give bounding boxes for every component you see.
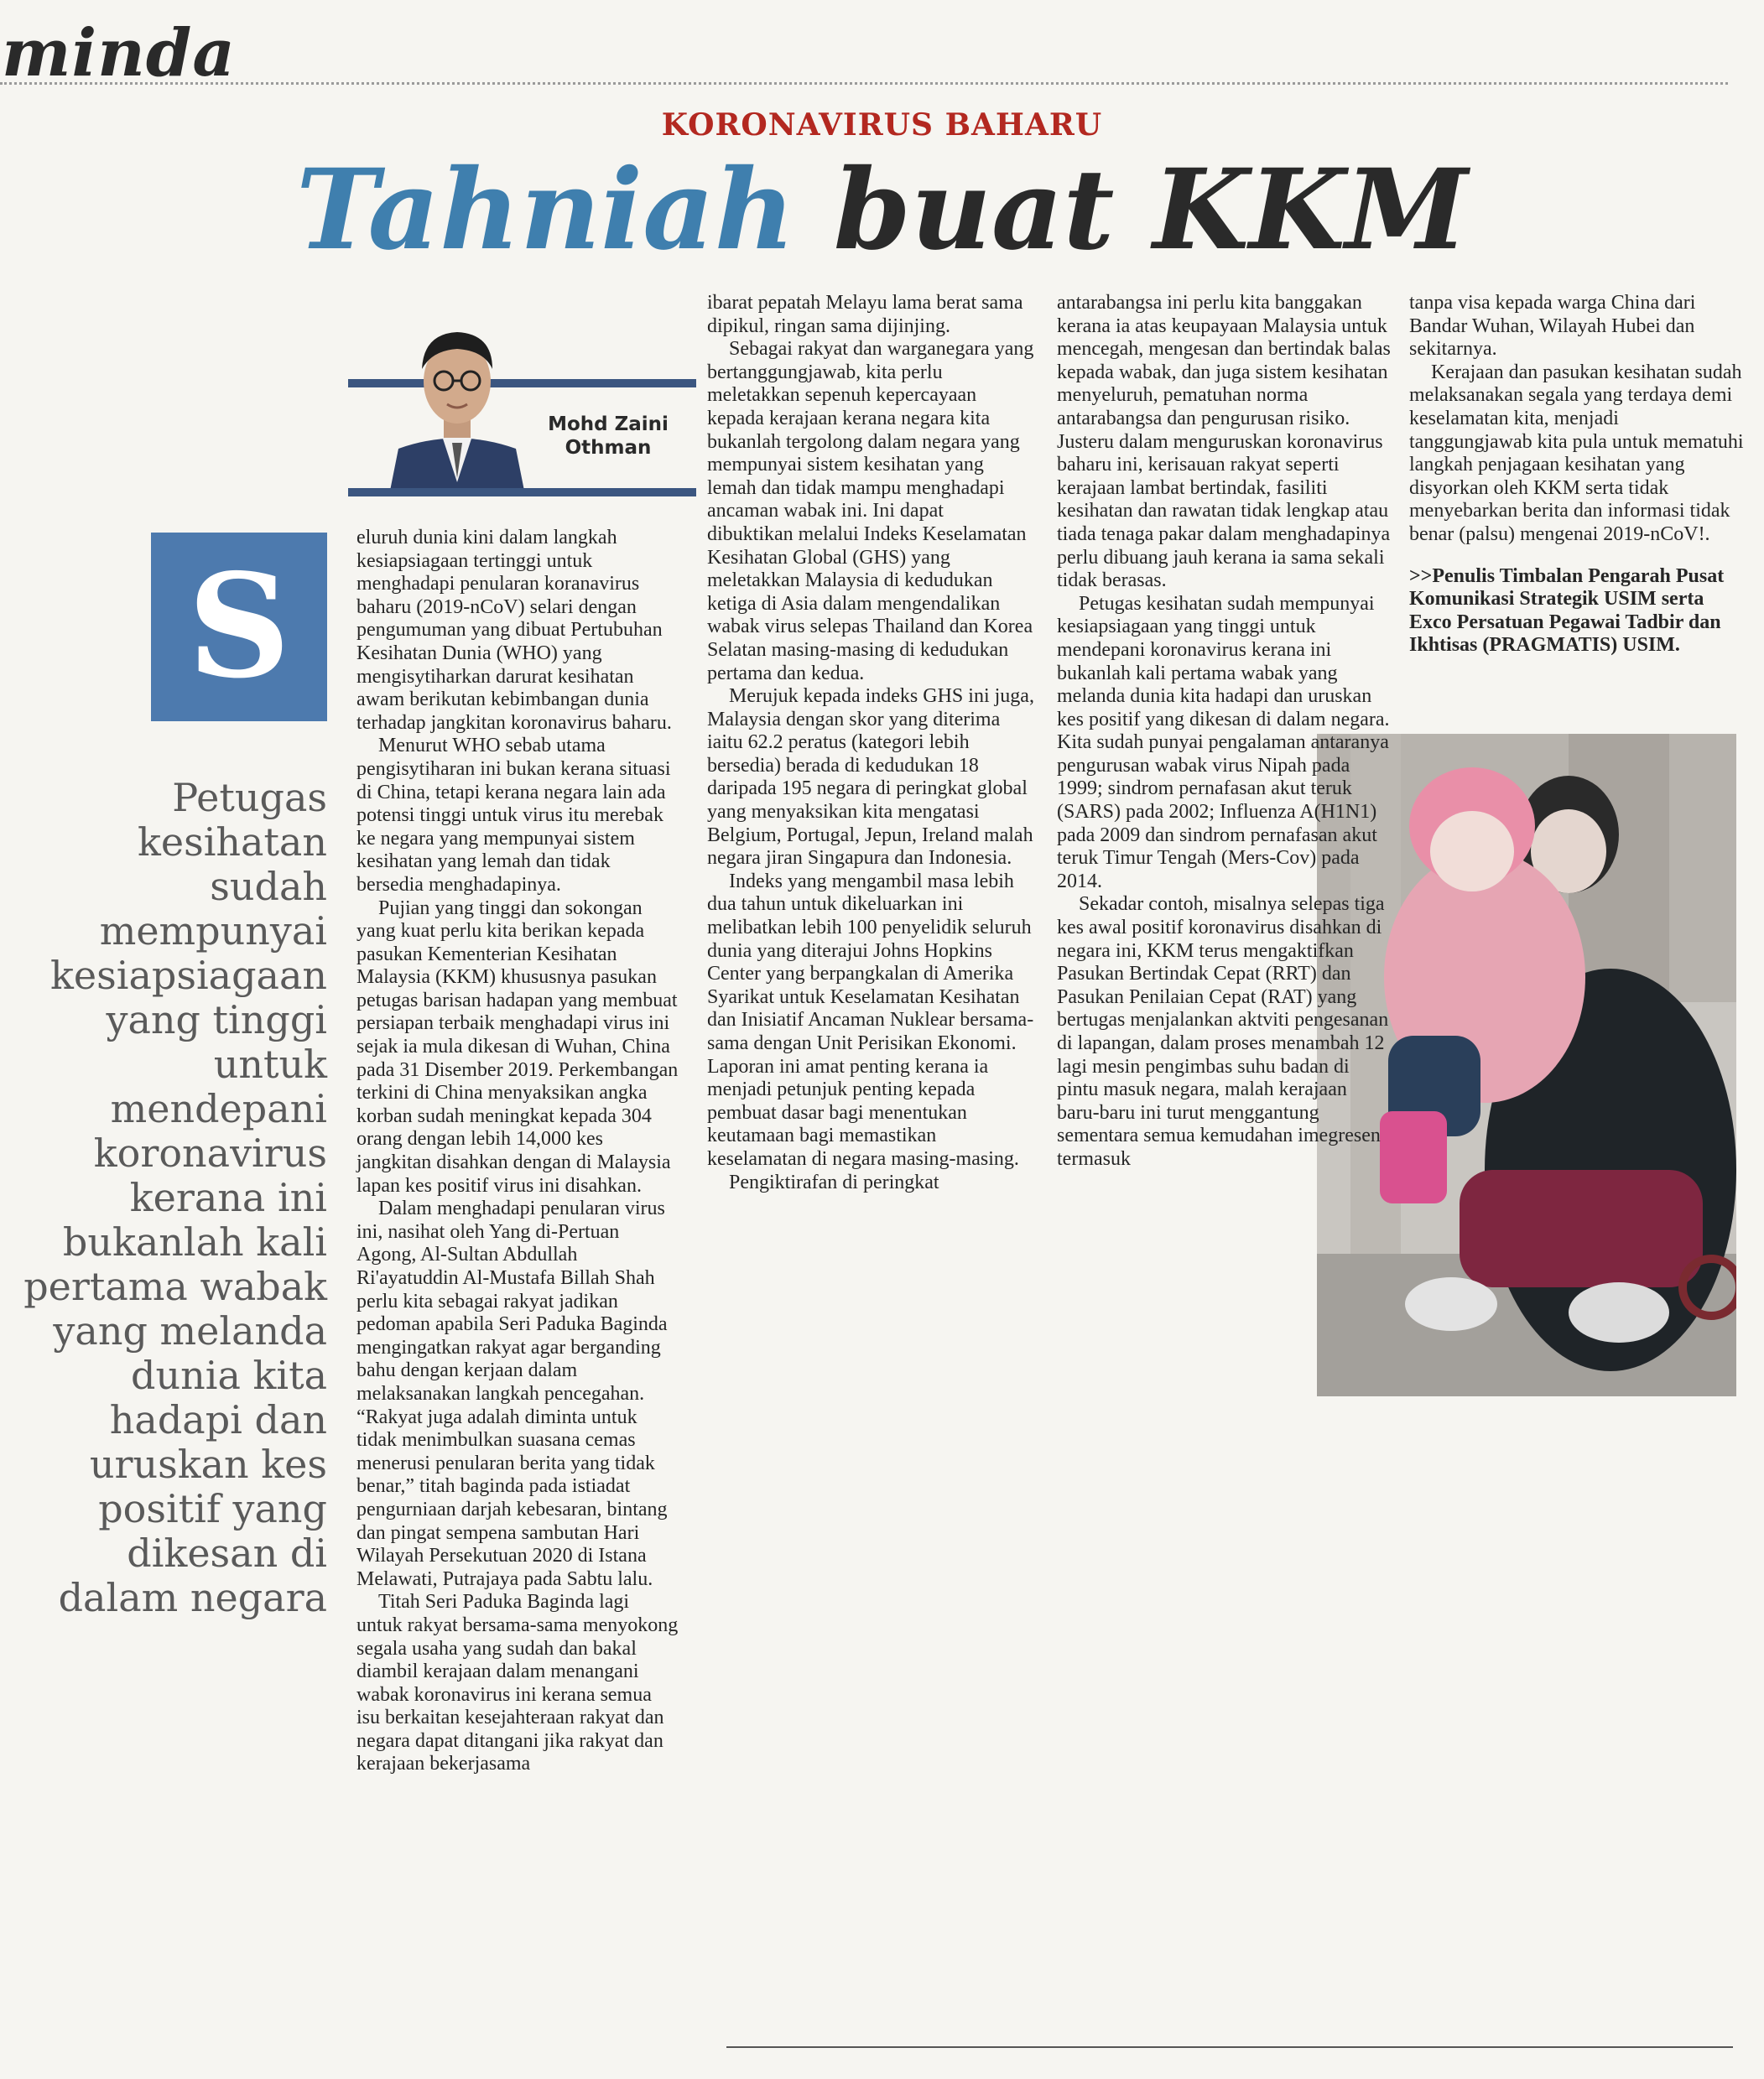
bottom-divider — [726, 2046, 1733, 2048]
paragraph: Pujian yang tinggi dan sokongan yang kuat perlu kita berikan kepada pasukan Kementerian Kesihatan Malaysia (KKM) khususnya pasukan petugas barisan hadapan yang membuat persiapan terbaik menghadapi virus ini sejak ia mula dikesan di Wuhan, China pada 31 Disember 2019. Perkembangan terkini di China menyaksikan angka korban sudah meningkat kepada 304 orang dengan lebih 14,000 kes jangkitan disahkan dengan di Malaysia lapan kes positif virus ini disahkan. — [356, 897, 679, 1197]
paragraph: antarabangsa ini perlu kita banggakan kerana ia atas keupayaan Malaysia untuk mencegah, mengesan dan bertindak balas kepada wabak, dan juga sistem kesihatan menyeluruh, pematuhan norma antarabangsa dan pengurusan risiko. Justeru dalam menguruskan koronavirus baharu ini, kerisauan rakyat seperti kerajaan lambat bertindak, fasiliti kesihatan dan rawatan tidak lengkap atau tiada tenaga pakar dalam menghadapinya perlu dibuang jauh kerana ia sama sekali tidak berasas. — [1057, 292, 1391, 592]
pull-quote: Petugas kesihatan sudah mempunyai kesiapsiagaan yang tinggi untuk mendepani koronavirus kerana ini bukanlah kali pertama wabak yang melanda dunia kita hadapi dan uruskan kes positif yang dikesan di dalam negara — [23, 775, 327, 1620]
author-photo — [390, 310, 524, 491]
paragraph: Indeks yang mengambil masa lebih dua tahun untuk dikeluarkan ini melibatkan lebih 100 penyelidik seluruh dunia yang diterajui Johns Hopkins Center yang berpangkalan di Amerika Syarikat untuk Keselamatan Kesihatan dan Inisiatif Ancaman Nuklear bersama-sama dengan Unit Perisikan Ekonomi. Laporan ini amat penting kerana ia menjadi petunjuk penting kepada pembuat dasar bagi menentukan keutamaan bagi memastikan keselamatan di negara masing-masing. — [707, 870, 1034, 1170]
author-bio: >>Penulis Timbalan Pengarah Pusat Komunikasi Strategik USIM serta Exco Persatuan Pegawai Tadbir dan Ikhtisas (PRAGMATIS) USIM. — [1409, 564, 1725, 657]
paragraph: Menurut WHO sebab utama pengisytiharan ini bukan kerana situasi di China, tetapi kerana negara lain ada potensi tinggi untuk virus itu merebak ke negara yang mempunyai sistem kesihatan yang lemah dan tidak bersedia menghadapinya. — [356, 735, 671, 896]
section-label: minda — [2, 15, 236, 91]
author-name-line1: Mohd Zaini — [548, 413, 669, 435]
paragraph: Dalam menghadapi penularan virus ini, nasihat oleh Yang di-Pertuan Agong, Al-Sultan Abdullah Ri'ayatuddin Al-Mustafa Billah Shah perlu kita sebagai rakyat jadikan pedoman apabila Seri Paduka Baginda mengingatkan rakyat agar berganding bahu dengan kerjaan dalam melaksanakan langkah pencegahan. “Rakyat juga adalah diminta untuk tidak menimbulkan suasana cemas menerusi penularan berita yang tidak benar,” titah baginda pada istiadat pengurniaan darjah kebesaran, bintang dan pingat sempena sambutan Hari Wilayah Persekutuan 2020 di Istana Melawati, Putrajaya pada Sabtu lalu. — [356, 1198, 668, 1590]
drop-cap: S — [151, 533, 327, 721]
author-name-line2: Othman — [565, 437, 652, 459]
top-divider — [0, 82, 1728, 85]
paragraph: Titah Seri Paduka Baginda lagi untuk rakyat bersama-sama menyokong segala usaha yang sudah dan bakal diambil kerajaan dalam menangani wabak koronavirus ini kerana semua isu berkaitan kesejahteraan rakyat dan negara dapat ditangani jika rakyat dan kerajaan bekerjasama — [356, 1591, 679, 1775]
headline-part1: Tahniah — [296, 145, 795, 275]
author-name — [524, 413, 692, 460]
paragraph: tanpa visa kepada warga China dari Bandar Wuhan, Wilayah Hubei dan sekitarnya. — [1409, 292, 1696, 361]
paragraph: Petugas kesihatan sudah mempunyai kesiapsiagaan yang tinggi untuk mendepani koronavirus kerana ini bukanlah kali pertama wabak yang melanda dunia kita hadapi dan uruskan kes positif yang dikesan di dalam negara. Kita sudah punyai pengalaman antaranya pengurusan wabak virus Nipah pada 1999; sindrom pernafasan akut teruk (SARS) pada 2002; Influenza A(H1N1) pada 2009 dan sindrom pernafasan akut teruk Timur Tengah (Mers-Cov) pada 2014. — [1057, 592, 1390, 892]
article-column-3 — [1057, 292, 1392, 1172]
author-bar-bottom — [348, 488, 696, 496]
paragraph: ibarat pepatah Melayu lama berat sama dipikul, ringan sama dijinjing. — [707, 292, 1023, 337]
author-box — [348, 310, 696, 496]
article-column-1 — [356, 527, 679, 1776]
article-column-4 — [1409, 292, 1745, 657]
paragraph: Sekadar contoh, misalnya selepas tiga kes awal positif koronavirus disahkan di negara ini, KKM terus mengaktifkan Pasukan Bertindak Cepat (RRT) dan Pasukan Penilaian Cepat (RAT) yang bertugas menjalankan aktviti pengesanan di lapangan, dalam proses menambah 12 lagi mesin pengimbas suhu badan di pintu masuk negara, malah kerajaan baru-baru ini turut menggantung sementara semua kemudahan imegresen termasuk — [1057, 893, 1389, 1170]
paragraph: eluruh dunia kini dalam langkah kesiapsiagaan tertinggi untuk menghadapi penularan koranavirus baharu (2019-nCoV) selari dengan pengumuman yang dibuat Pertubuhan Kesihatan Dunia (WHO) yang mengisytiharkan darurat kesihatan awam berikutan kebimbangan dunia terhadap jangkitan koronavirus baharu. — [356, 527, 672, 734]
article-column-2 — [707, 292, 1034, 1194]
paragraph: Merujuk kepada indeks GHS ini juga, Malaysia dengan skor yang diterima iaitu 62.2 peratus (kategori lebih bersedia) berada di kedudukan 18 daripada 195 negara di peringkat global yang menyaksikan kita mengatasi Belgium, Portugal, Jepun, Ireland malah negara jiran Singapura dan Indonesia. — [707, 685, 1034, 870]
paragraph: Pengiktirafan di peringkat — [729, 1171, 939, 1193]
kicker: KORONAVIRUS BAHARU — [661, 107, 1103, 143]
paragraph: Kerajaan dan pasukan kesihatan sudah melaksanakan segala yang terdaya demi keselamatan kita, menjadi tanggungjawab kita pula untuk mematuhi langkah penjagaan kesihatan yang disyorkan oleh KKM serta tidak menyebarkan berita dan informasi tidak benar (palsu) mengenai 2019-nCoV!. — [1409, 361, 1744, 545]
paragraph: Sebagai rakyat dan warganegara yang bertanggungjawab, kita perlu meletakkan sepenuh kepercayaan kepada kerajaan kerana negara kita bukanlah tergolong dalam negara yang mempunyai sistem kesihatan yang lemah dan tidak mampu menghadapi ancaman wabak ini. Ini dapat dibuktikan melalui Indeks Keselamatan Kesihatan Global (GHS) yang meletakkan Malaysia di kedudukan ketiga di Asia dalam mengendalikan wabak virus selepas Thailand dan Korea Selatan masing-masing di kedudukan pertama dan kedua. — [707, 338, 1034, 684]
headline-part2: buat KKM — [833, 145, 1468, 275]
headline — [0, 145, 1764, 275]
